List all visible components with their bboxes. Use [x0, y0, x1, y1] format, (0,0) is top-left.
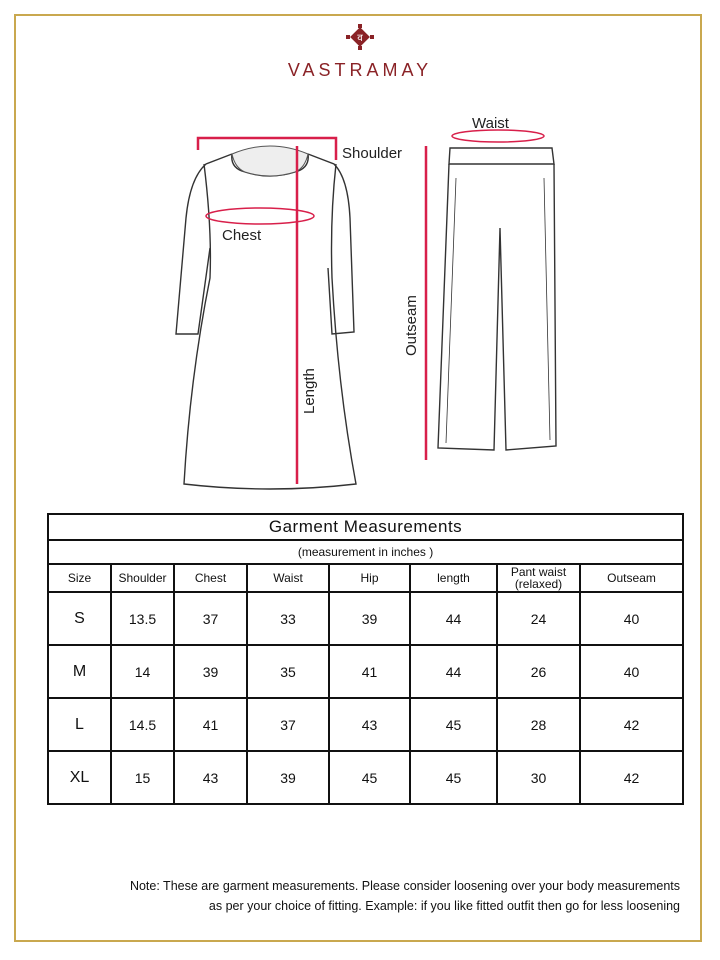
- waist-label: Waist: [472, 115, 509, 132]
- cell-hip: 45: [329, 751, 410, 804]
- brand-logo: [0, 24, 720, 65]
- header-pant-waist: Pant waist (relaxed): [497, 564, 580, 592]
- chest-label: Chest: [222, 227, 262, 244]
- table-row: [48, 698, 683, 751]
- cell-pant-waist: 26: [497, 645, 580, 698]
- cell-chest: 41: [174, 698, 247, 751]
- cell-hip: 43: [329, 698, 410, 751]
- cell-waist: 33: [247, 592, 329, 645]
- note-line-1: Note: These are garment measurements. Please consider loosening over your body measurements: [129, 879, 680, 893]
- cell-pant-waist: 24: [497, 592, 580, 645]
- cell-hip: 39: [329, 592, 410, 645]
- cell-size: M: [48, 645, 111, 698]
- header-hip: Hip: [329, 564, 410, 592]
- table-subtitle: (measurement in inches ): [48, 540, 683, 564]
- cell-pant-waist: 28: [497, 698, 580, 751]
- length-label: Length: [301, 368, 318, 414]
- table-row: [48, 645, 683, 698]
- shoulder-label: Shoulder: [342, 145, 403, 162]
- header-size: Size: [48, 564, 111, 592]
- cell-outseam: 42: [580, 698, 683, 751]
- cell-size: S: [48, 592, 111, 645]
- logo-emblem-icon: [340, 24, 380, 60]
- size-guide-illustration: [160, 108, 580, 498]
- header-outseam: Outseam: [580, 564, 683, 592]
- cell-outseam: 42: [580, 751, 683, 804]
- cell-shoulder: 14.5: [111, 698, 174, 751]
- outseam-label: Outseam: [403, 295, 420, 356]
- cell-chest: 39: [174, 645, 247, 698]
- fitting-note: [30, 876, 680, 916]
- cell-chest: 37: [174, 592, 247, 645]
- cell-length: 44: [410, 645, 497, 698]
- measurement-table: [47, 513, 684, 805]
- cell-shoulder: 14: [111, 645, 174, 698]
- logo-glyph: व: [357, 33, 363, 44]
- measurement-guides: [198, 130, 544, 484]
- cell-shoulder: 13.5: [111, 592, 174, 645]
- header-length: length: [410, 564, 497, 592]
- table-header-row: [48, 564, 683, 592]
- kurta-drawing: [176, 146, 356, 489]
- cell-waist: 37: [247, 698, 329, 751]
- cell-length: 44: [410, 592, 497, 645]
- cell-shoulder: 15: [111, 751, 174, 804]
- table-row: [48, 751, 683, 804]
- cell-waist: 39: [247, 751, 329, 804]
- cell-chest: 43: [174, 751, 247, 804]
- cell-size: XL: [48, 751, 111, 804]
- header-waist: Waist: [247, 564, 329, 592]
- cell-outseam: 40: [580, 592, 683, 645]
- note-line-2: as per your choice of fitting. Example: if you like fitted outfit then go for less loosening: [208, 899, 680, 913]
- header-shoulder: Shoulder: [111, 564, 174, 592]
- cell-length: 45: [410, 698, 497, 751]
- cell-size: L: [48, 698, 111, 751]
- table-title: Garment Measurements: [48, 514, 683, 540]
- cell-waist: 35: [247, 645, 329, 698]
- table-row: [48, 592, 683, 645]
- brand-name: VASTRAMAY: [287, 60, 433, 80]
- pants-drawing: [438, 148, 556, 450]
- cell-outseam: 40: [580, 645, 683, 698]
- header-chest: Chest: [174, 564, 247, 592]
- cell-pant-waist: 30: [497, 751, 580, 804]
- cell-length: 45: [410, 751, 497, 804]
- cell-hip: 41: [329, 645, 410, 698]
